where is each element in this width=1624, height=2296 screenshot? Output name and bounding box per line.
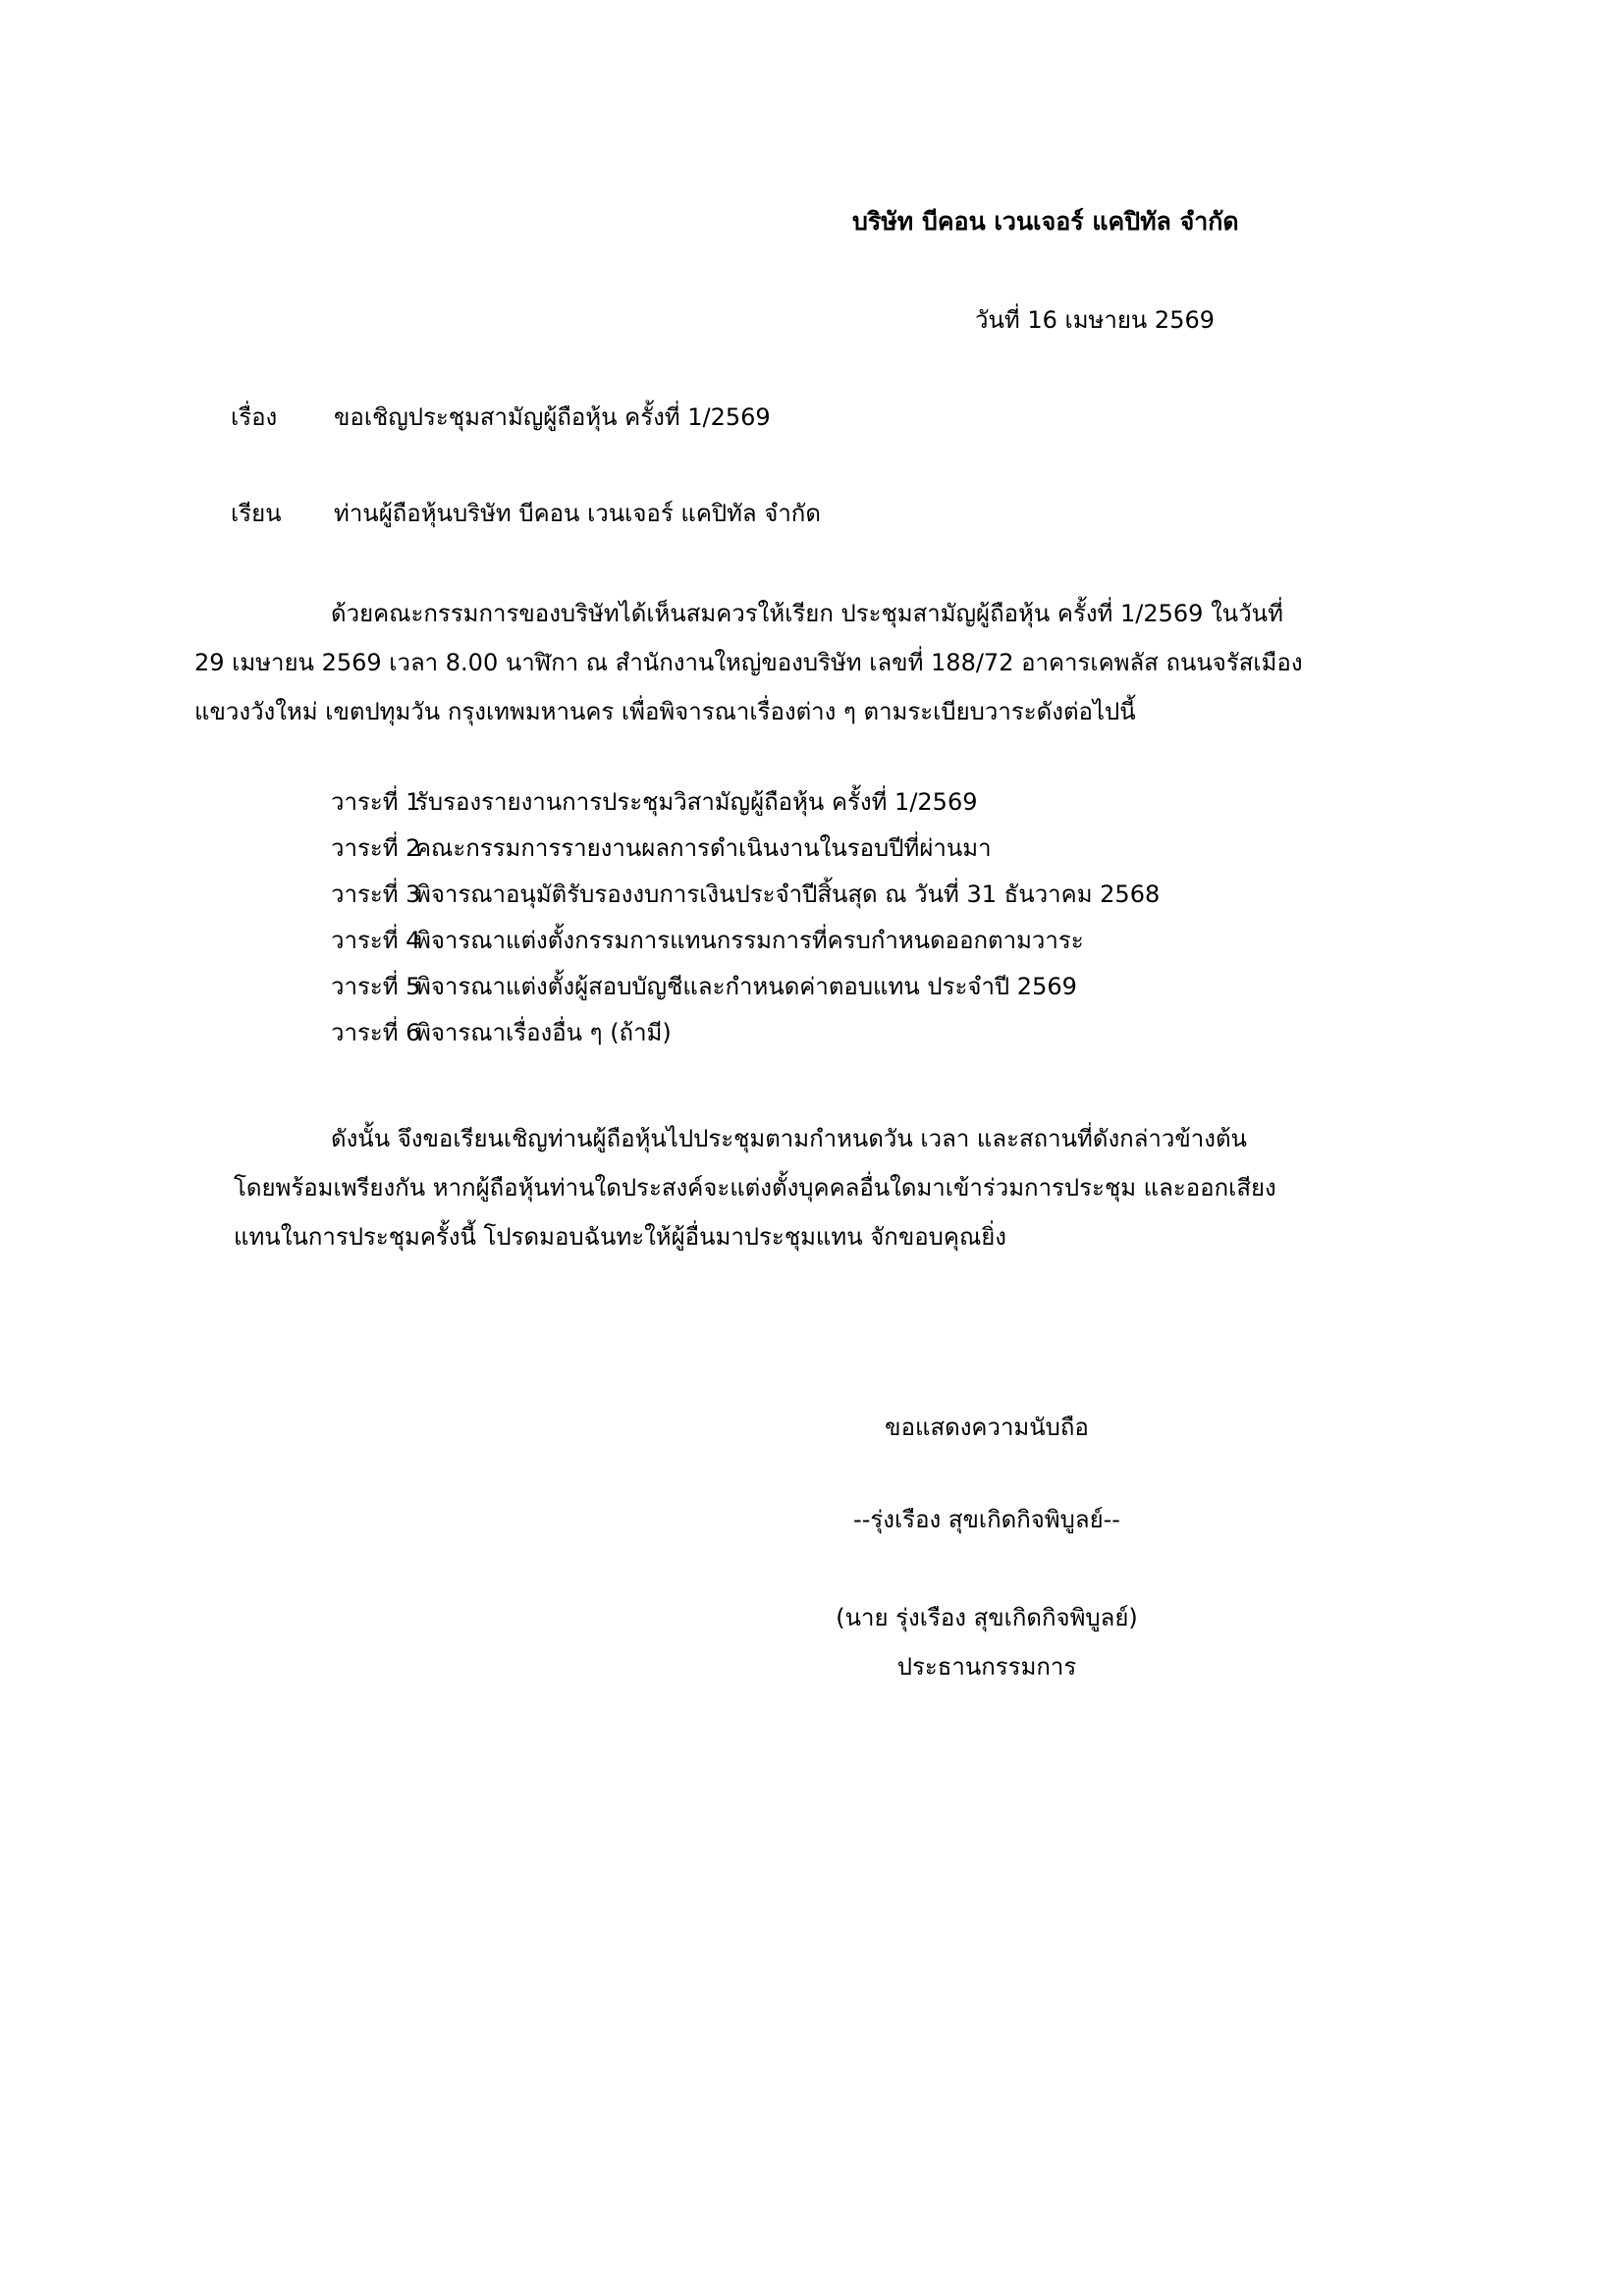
agenda-text: พิจารณาแต่งตั้งผู้สอบบัญชีและกำหนดค่าตอบแทน ประจำปี 2569 — [415, 973, 1077, 1000]
agenda-item-6 — [331, 1010, 1160, 1056]
subject-text: ขอเชิญประชุมสามัญผู้ถือหุ้น ครั้งที่ 1/2569 — [334, 403, 771, 431]
letter-date: วันที่ 16 เมษายน 2569 — [975, 306, 1215, 334]
signer-title: ประธานกรรมการ — [896, 1653, 1077, 1681]
agenda-item-4 — [331, 918, 1160, 964]
agenda-item-2 — [331, 826, 1160, 872]
intro-line-1: ด้วยคณะกรรมการของบริษัทได้เห็นสมควรให้เรียก ประชุมสามัญผู้ถือหุ้น ครั้งที่ 1/2569 ในวันที่ — [331, 600, 1283, 627]
agenda-item-1 — [331, 779, 1160, 826]
agenda-item-3 — [331, 872, 1160, 918]
agenda-text: พิจารณาแต่งตั้งกรรมการแทนกรรมการที่ครบกำหนดออกตามวาระ — [415, 927, 1084, 954]
agenda-number: วาระที่ 4 — [331, 927, 421, 954]
agenda-number: วาระที่ 3 — [331, 881, 421, 908]
agenda-number: วาระที่ 6 — [331, 1019, 421, 1046]
closing-line-2: โดยพร้อมเพรียงกัน หากผู้ถือหุ้นท่านใดประสงค์จะแต่งตั้งบุคคลอื่นใดมาเข้าร่วมการประชุม และออกเสียง — [234, 1174, 1276, 1201]
company-header: บริษัท บีคอน เวนเจอร์ แคปิทัล จำกัด — [852, 207, 1239, 236]
intro-line-3: แขวงวังใหม่ เขตปทุมวัน กรุงเทพมหานคร เพื่อพิจารณาเรื่องต่าง ๆ ตามระเบียบวาระดังต่อไปนี้ — [194, 698, 1136, 725]
agenda-list — [331, 779, 1160, 1056]
closing-line-3: แทนในการประชุมครั้งนี้ โปรดมอบฉันทะให้ผู้อื่นมาประชุมแทน จักขอบคุณยิ่ง — [234, 1223, 1006, 1251]
agenda-text: รับรองรายงานการประชุมวิสามัญผู้ถือหุ้น ครั้งที่ 1/2569 — [415, 788, 978, 816]
agenda-text: คณะกรรมการรายงานผลการดำเนินงานในรอบปีที่ผ่านมา — [415, 834, 992, 862]
agenda-number: วาระที่ 2 — [331, 834, 421, 862]
sign-off: ขอแสดงความนับถือ — [885, 1414, 1089, 1441]
intro-line-2: 29 เมษายน 2569 เวลา 8.00 นาฬิกา ณ สำนักงานใหญ่ของบริษัท เลขที่ 188/72 อาคารเคพลัส ถนนจรัสเมือง — [194, 649, 1303, 676]
agenda-number: วาระที่ 1 — [331, 788, 421, 816]
recipient-label: เรียน — [231, 500, 282, 527]
signature: --รุ่งเรือง สุขเกิดกิจพิบูลย์-- — [853, 1506, 1120, 1533]
agenda-item-5 — [331, 964, 1160, 1010]
agenda-text: พิจารณาอนุมัติรับรองงบการเงินประจำปีสิ้นสุด ณ วันที่ 31 ธันวาคม 2568 — [415, 881, 1161, 908]
recipient-text: ท่านผู้ถือหุ้นบริษัท บีคอน เวนเจอร์ แคปิทัล จำกัด — [334, 500, 821, 527]
subject-label: เรื่อง — [231, 403, 278, 431]
agenda-text: พิจารณาเรื่องอื่น ๆ (ถ้ามี) — [415, 1019, 672, 1046]
closing-line-1: ดังนั้น จึงขอเรียนเชิญท่านผู้ถือหุ้นไปประชุมตามกำหนดวัน เวลา และสถานที่ดังกล่าวข้างต้น — [331, 1125, 1247, 1152]
agenda-number: วาระที่ 5 — [331, 973, 421, 1000]
signer-name: (นาย รุ่งเรือง สุขเกิดกิจพิบูลย์) — [836, 1604, 1138, 1631]
